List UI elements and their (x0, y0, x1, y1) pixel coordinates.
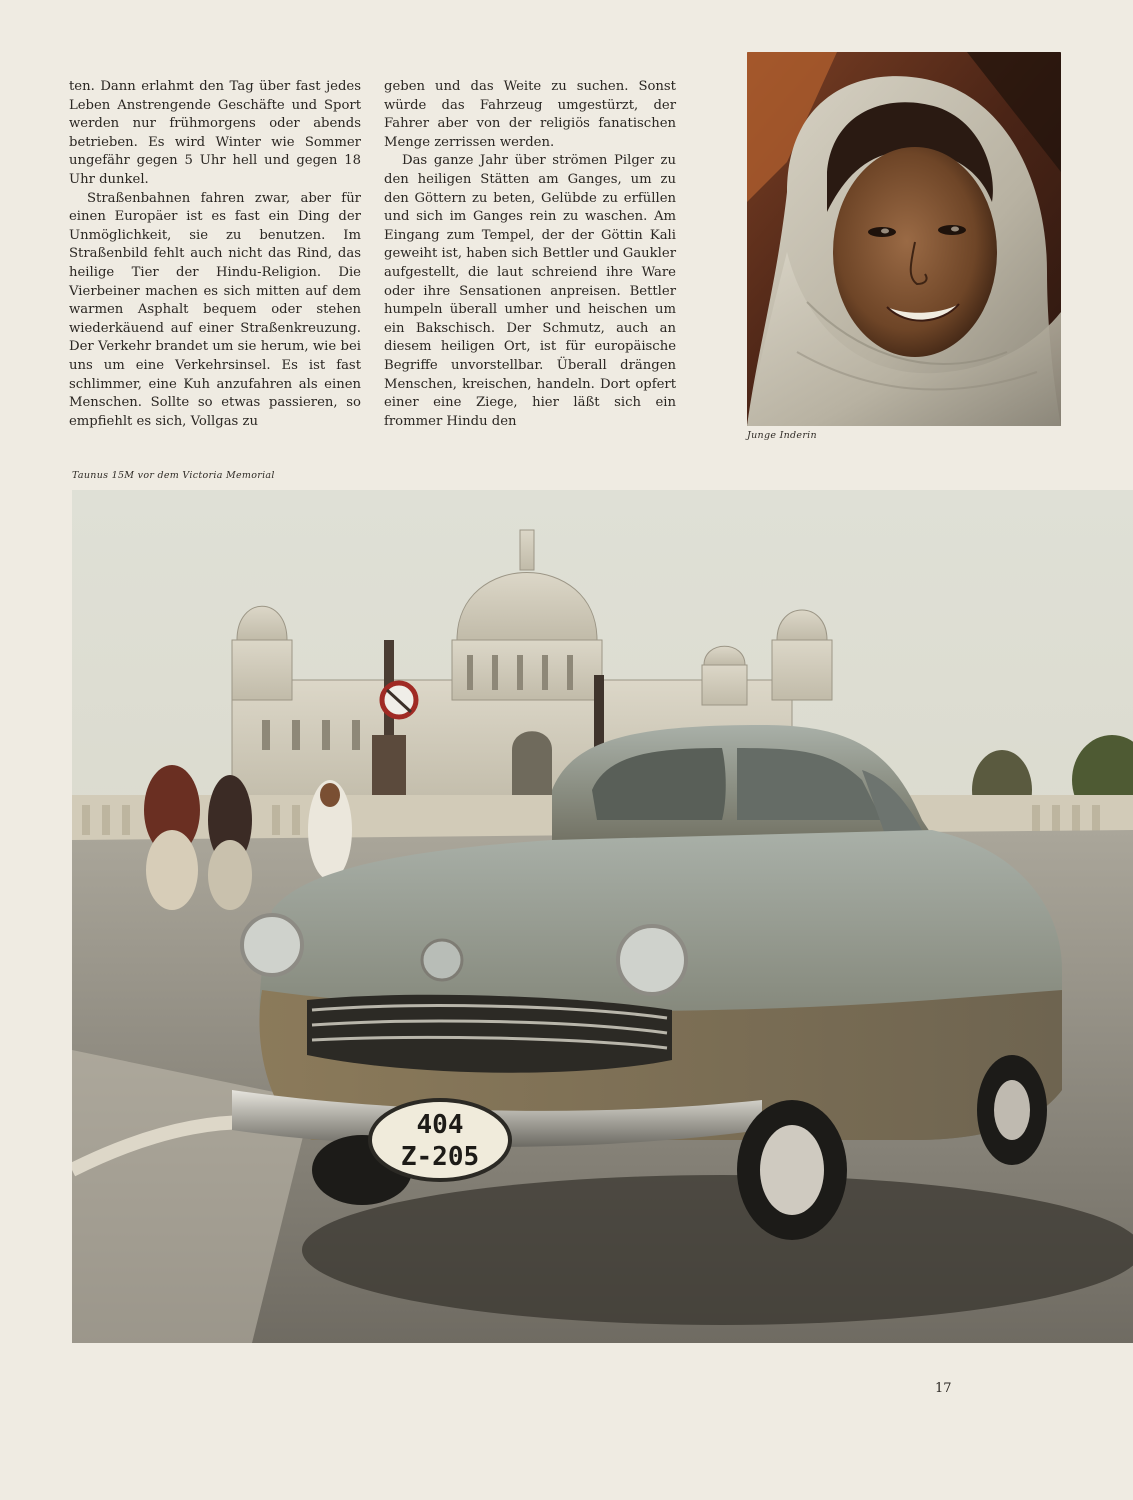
page-number: 17 (935, 1381, 952, 1396)
article-column-left (69, 78, 361, 431)
plate-line-1: 404 (416, 1110, 464, 1140)
paragraph: Das ganze Jahr über strömen Pilger zu den heiligen Stätten am Ganges, um zu den Göttern zu beten, Gelübde zu erfüllen und sich im Ganges rein zu waschen. Am Eingang zum Tempel, der der Göttin Kali geweiht ist, haben sich Bettler und Gaukler aufgestellt, die laut schreiend ihre Ware oder ihre Sensationen anpreisen. Bettler humpeln überall umher und heischen um ein Bakschisch. Der Schmutz, auch an diesem heiligen Ort, ist für europäische Begriffe unvorstellbar. Überall drängen Menschen, kreischen, handeln. Dort opfert einer eine Ziege, hier läßt sich ein frommer Hindu den (384, 153, 676, 429)
photo-caption: Taunus 15M vor dem Victoria Memorial (72, 470, 275, 481)
portrait-photo (747, 52, 1061, 426)
car-photo (72, 490, 1133, 1343)
paragraph: geben und das Weite zu suchen. Sonst würde das Fahrzeug umgestürzt, der Fahrer aber von der religiös fanatischen Menge zerrissen werden. (384, 79, 676, 150)
portrait-caption: Junge Inderin (747, 430, 817, 441)
paragraph: Straßenbahnen fahren zwar, aber für einen Europäer ist es fast ein Ding der Unmöglichkeit, sie zu benutzen. Im Straßenbild fehlt auch nicht das Rind, das heilige Tier der Hindu-Religion. Die Vierbeiner machen es sich mitten auf dem warmen Asphalt bequem oder stehen wiederkäuend auf einer Straßenkreuzung. Der Verkehr brandet um sie herum, wie bei uns um eine Verkehrsinsel. Es ist fast schlimmer, eine Kuh anzufahren als einen Menschen. Sollte so etwas passieren, so empfiehlt es sich, Vollgas zu (69, 190, 361, 429)
article-column-right (384, 78, 676, 431)
plate-line-2: Z-205 (400, 1142, 480, 1172)
paragraph: ten. Dann erlahmt den Tag über fast jedes Leben Anstrengende Geschäfte und Sport werden nur frühmorgens oder abends betrieben. Es wird Winter wie Sommer ungefähr gegen 5 Uhr hell und gegen 18 Uhr dunkel. (69, 79, 361, 187)
